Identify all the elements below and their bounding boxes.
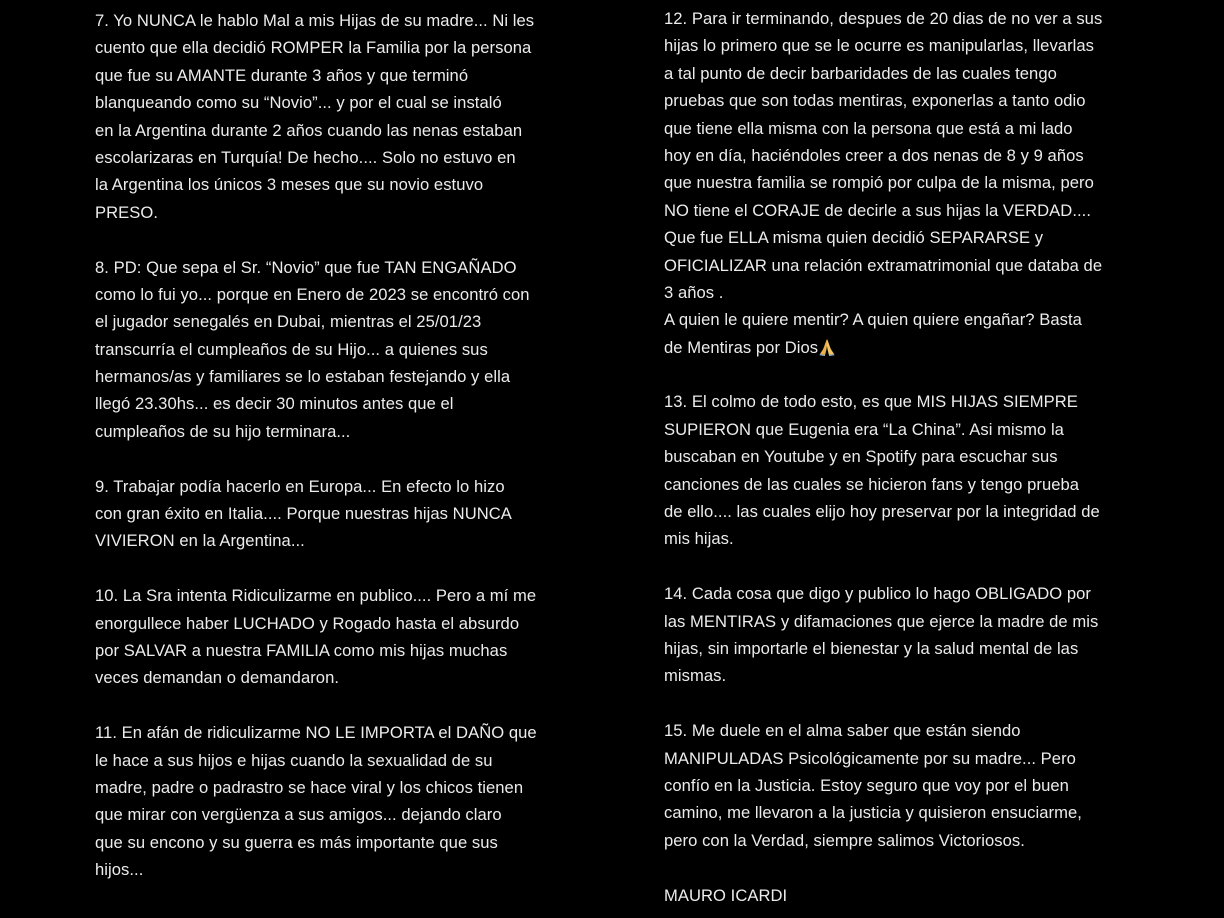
paragraph-line: transcurría el cumpleaños de su Hijo... a quienes sus: [95, 339, 488, 359]
paragraph-line: escolarizaras en Turquía! De hecho.... Solo no estuvo en: [95, 147, 516, 167]
statement-panel-right: [612, 0, 1224, 918]
paragraph-line: como lo fui yo... porque en Enero de 2023 se encontró con: [95, 284, 530, 304]
praying-hands-icon: [819, 338, 835, 356]
paragraph-line: NO tiene el CORAJE de decirle a sus hijas la VERDAD....: [664, 200, 1091, 220]
paragraph-line: Que fue ELLA misma quien decidió SEPARARSE y: [664, 228, 1044, 248]
paragraph-9: [95, 473, 537, 555]
statement-text-right: [664, 5, 1102, 909]
paragraph-line: MANIPULADAS Psicológicamente por su madre... Pero: [664, 748, 1076, 768]
paragraph-line: en la Argentina durante 2 años cuando las nenas estaban: [95, 120, 523, 140]
paragraph-line: canciones de las cuales se hicieron fans y tengo prueba: [664, 474, 1080, 494]
paragraph-line: 9. Trabajar podía hacerlo en Europa... En efecto lo hizo: [95, 476, 505, 496]
paragraph-line: la Argentina los únicos 3 meses que su novio estuvo: [95, 175, 484, 195]
paragraph-13: [664, 388, 1102, 552]
paragraph-line: 14. Cada cosa que digo y publico lo hago OBLIGADO por: [664, 584, 1091, 604]
paragraph-line: llegó 23.30hs... es decir 30 minutos antes que el: [95, 394, 454, 414]
paragraph-line: con gran éxito en Italia.... Porque nuestras hijas NUNCA: [95, 504, 512, 524]
paragraph-line: enorgullece haber LUCHADO y Rogado hasta el absurdo: [95, 613, 520, 633]
paragraph-line: VIVIERON en la Argentina...: [95, 531, 305, 551]
paragraph-line: confío en la Justicia. Estoy seguro que voy por el buen: [664, 775, 1069, 795]
paragraph-line: 7. Yo NUNCA le hablo Mal a mis Hijas de su madre... Ni les: [95, 11, 535, 30]
paragraph-line: mismas.: [664, 666, 727, 686]
paragraph-line: hijos...: [95, 860, 144, 880]
paragraph-line: A quien le quiere mentir? A quien quiere engañar? Basta: [664, 310, 1082, 330]
paragraph-line: 12. Para ir terminando, despues de 20 dias de no ver a sus: [664, 9, 1103, 28]
paragraph-line: a tal punto de decir barbaridades de las cuales tengo: [664, 63, 1057, 83]
signature: [664, 882, 1102, 909]
paragraph-line: OFICIALIZAR una relación extramatrimonial que databa de: [664, 255, 1103, 275]
paragraph-line: cuento que ella decidió ROMPER la Familia por la persona: [95, 38, 532, 58]
paragraph-line: pruebas que son todas mentiras, exponerlas a tanto odio: [664, 91, 1086, 111]
paragraph-line: pero con la Verdad, siempre salimos Victoriosos.: [664, 830, 1025, 850]
paragraph-line: que su encono y su guerra es más importante que sus: [95, 832, 498, 852]
paragraph-11: [95, 719, 537, 883]
paragraph-line: camino, me llevaron a la justicia y quisieron ensuciarme,: [664, 803, 1082, 823]
paragraph-12: [664, 5, 1102, 361]
paragraph-line: blanqueando como su “Novio”... y por el cual se instaló: [95, 93, 502, 113]
statement-text-left: [95, 7, 537, 884]
paragraph-line: que nuestra familia se rompió por culpa de la misma, pero: [664, 173, 1094, 193]
paragraph-line: que tiene ella misma con la persona que está a mi lado: [664, 118, 1073, 138]
signature-name: MAURO ICARDI: [664, 885, 788, 905]
paragraph-line-with-emoji: [664, 334, 1102, 361]
paragraph-line: 13. El colmo de todo esto, es que MIS HIJAS SIEMPRE: [664, 392, 1078, 412]
paragraph-line: PRESO.: [95, 202, 159, 222]
paragraph-15: [664, 717, 1102, 854]
paragraph-line: 15. Me duele en el alma saber que están siendo: [664, 721, 1021, 741]
paragraph-7: [95, 7, 537, 226]
paragraph-8: [95, 254, 537, 446]
paragraph-line: el jugador senegalés en Dubai, mientras el 25/01/23: [95, 312, 482, 332]
paragraph-line: madre, padre o padrastro se hace viral y los chicos tienen: [95, 777, 524, 797]
paragraph-line: buscaban en Youtube y en Spotify para escuchar sus: [664, 447, 1058, 467]
paragraph-line: que fue su AMANTE durante 3 años y que terminó: [95, 65, 469, 85]
paragraph-line: las MENTIRAS y difamaciones que ejerce la madre de mis: [664, 611, 1099, 631]
paragraph-line: por SALVAR a nuestra FAMILIA como mis hijas muchas: [95, 640, 508, 660]
paragraph-line: le hace a sus hijos e hijas cuando la sexualidad de su: [95, 750, 493, 770]
paragraph-line: hermanos/as y familiares se lo estaban festejando y ella: [95, 367, 511, 387]
paragraph-line: que mirar con vergüenza a sus amigos... dejando claro: [95, 805, 502, 825]
paragraph-line: hijas lo primero que se le ocurre es manipularlas, llevarlas: [664, 36, 1095, 56]
paragraph-line: veces demandan o demandaron.: [95, 668, 340, 688]
paragraph-line: SUPIERON que Eugenia era “La China”. Asi mismo la: [664, 419, 1064, 439]
paragraph-line: cumpleaños de su hijo terminara...: [95, 421, 351, 441]
paragraph-line: 8. PD: Que sepa el Sr. “Novio” que fue TAN ENGAÑADO: [95, 257, 517, 277]
paragraph-10: [95, 582, 537, 692]
paragraph-14: [664, 580, 1102, 690]
paragraph-line: 11. En afán de ridiculizarme NO LE IMPORTA el DAÑO que: [95, 723, 537, 743]
paragraph-line: hijas, sin importarle el bienestar y la salud mental de las: [664, 638, 1079, 658]
paragraph-line: mis hijas.: [664, 529, 734, 549]
paragraph-line: 3 años .: [664, 282, 724, 302]
paragraph-line: hoy en día, haciéndoles creer a dos nenas de 8 y 9 años: [664, 145, 1084, 165]
paragraph-line: de ello.... las cuales elijo hoy preservar por la integridad de: [664, 502, 1100, 522]
paragraph-line-text: de Mentiras por Dios: [664, 337, 819, 357]
paragraph-line: 10. La Sra intenta Ridiculizarme en publico.... Pero a mí me: [95, 586, 537, 606]
